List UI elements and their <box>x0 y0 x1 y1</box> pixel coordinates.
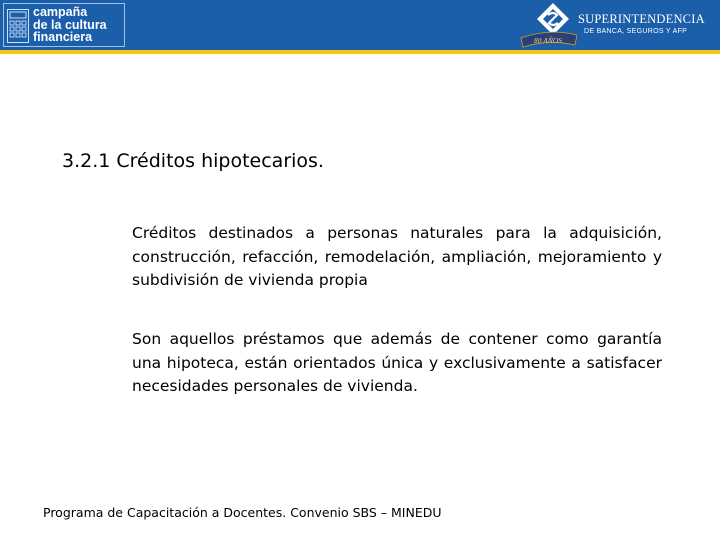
campaign-logo-line: campaña <box>33 5 88 19</box>
campaign-logo-text <box>33 6 107 44</box>
sbs-diamond-emblem-icon <box>517 2 577 48</box>
agency-name: SUPERINTENDENCIA <box>578 12 705 26</box>
description-paragraph: Son aquellos préstamos que además de contener como garantía una hipoteca, están orientados única y exclusivamente a satisfacer necesidades personales de vivienda. <box>132 330 662 395</box>
campaign-logo <box>3 3 125 47</box>
agency-subtitle: DE BANCA, SEGUROS Y AFP <box>584 28 688 35</box>
definition-paragraph: Créditos destinados a personas naturales para la adquisición, construcción, refacción, remodelación, ampliación, mejoramiento y subdivisión de vivienda propia <box>132 224 662 289</box>
footer-text: Programa de Capacitación a Docentes. Convenio SBS – MINEDU <box>43 505 442 520</box>
campaign-logo-line: financiera <box>33 30 93 44</box>
sbs-logo <box>512 2 716 48</box>
header-accent-rule <box>0 50 720 54</box>
campaign-logo-line: de la cultura <box>33 17 107 32</box>
anniversary-text: 80 AÑOS <box>534 36 562 45</box>
header-bar <box>0 0 720 50</box>
section-heading: 3.2.1 Créditos hipotecarios. <box>62 150 324 172</box>
calculator-grid-icon <box>7 9 29 43</box>
